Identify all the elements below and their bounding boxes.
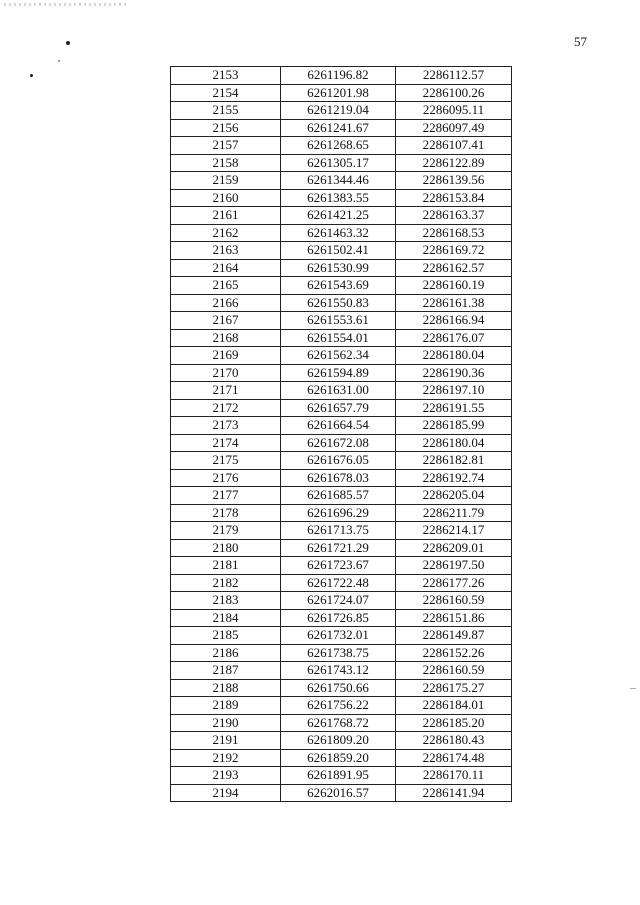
x-coordinate-cell: 6262016.57 xyxy=(281,784,396,802)
point-number-cell: 2163 xyxy=(171,242,281,260)
x-coordinate-cell: 6261196.82 xyxy=(281,67,396,85)
table-row xyxy=(171,399,512,417)
y-coordinate-cell: 2286112.57 xyxy=(396,67,512,85)
x-coordinate-cell: 6261713.75 xyxy=(281,522,396,540)
point-number-cell: 2180 xyxy=(171,539,281,557)
y-coordinate-cell: 2286169.72 xyxy=(396,242,512,260)
x-coordinate-cell: 6261594.89 xyxy=(281,364,396,382)
x-coordinate-cell: 6261738.75 xyxy=(281,644,396,662)
x-coordinate-cell: 6261724.07 xyxy=(281,592,396,610)
x-coordinate-cell: 6261750.66 xyxy=(281,679,396,697)
table-row xyxy=(171,364,512,382)
point-number-cell: 2153 xyxy=(171,67,281,85)
x-coordinate-cell: 6261696.29 xyxy=(281,504,396,522)
y-coordinate-cell: 2286185.20 xyxy=(396,714,512,732)
table-row xyxy=(171,137,512,155)
x-coordinate-cell: 6261383.55 xyxy=(281,189,396,207)
point-number-cell: 2194 xyxy=(171,784,281,802)
scan-artifact xyxy=(4,3,129,6)
table-row xyxy=(171,277,512,295)
x-coordinate-cell: 6261756.22 xyxy=(281,697,396,715)
table-row xyxy=(171,487,512,505)
y-coordinate-cell: 2286170.11 xyxy=(396,767,512,785)
table-row xyxy=(171,242,512,260)
table-row xyxy=(171,154,512,172)
point-number-cell: 2167 xyxy=(171,312,281,330)
point-number-cell: 2158 xyxy=(171,154,281,172)
table-row xyxy=(171,312,512,330)
x-coordinate-cell: 6261554.01 xyxy=(281,329,396,347)
x-coordinate-cell: 6261722.48 xyxy=(281,574,396,592)
point-number-cell: 2156 xyxy=(171,119,281,137)
point-number-cell: 2172 xyxy=(171,399,281,417)
y-coordinate-cell: 2286205.04 xyxy=(396,487,512,505)
y-coordinate-cell: 2286211.79 xyxy=(396,504,512,522)
x-coordinate-cell: 6261550.83 xyxy=(281,294,396,312)
point-number-cell: 2190 xyxy=(171,714,281,732)
y-coordinate-cell: 2286174.48 xyxy=(396,749,512,767)
y-coordinate-cell: 2286100.26 xyxy=(396,84,512,102)
table-row xyxy=(171,119,512,137)
point-number-cell: 2177 xyxy=(171,487,281,505)
point-number-cell: 2188 xyxy=(171,679,281,697)
table-row xyxy=(171,714,512,732)
table-row xyxy=(171,732,512,750)
y-coordinate-cell: 2286209.01 xyxy=(396,539,512,557)
point-number-cell: 2169 xyxy=(171,347,281,365)
scan-artifact xyxy=(58,60,60,62)
point-number-cell: 2187 xyxy=(171,662,281,680)
table-row xyxy=(171,189,512,207)
y-coordinate-cell: 2286180.43 xyxy=(396,732,512,750)
point-number-cell: 2159 xyxy=(171,172,281,190)
table-row xyxy=(171,382,512,400)
x-coordinate-cell: 6261344.46 xyxy=(281,172,396,190)
x-coordinate-cell: 6261723.67 xyxy=(281,557,396,575)
x-coordinate-cell: 6261672.08 xyxy=(281,434,396,452)
point-number-cell: 2181 xyxy=(171,557,281,575)
page-number: 57 xyxy=(574,34,587,49)
point-number-cell: 2179 xyxy=(171,522,281,540)
y-coordinate-cell: 2286152.26 xyxy=(396,644,512,662)
y-coordinate-cell: 2286176.07 xyxy=(396,329,512,347)
bullet-mark xyxy=(30,74,33,77)
x-coordinate-cell: 6261721.29 xyxy=(281,539,396,557)
x-coordinate-cell: 6261676.05 xyxy=(281,452,396,470)
point-number-cell: 2178 xyxy=(171,504,281,522)
x-coordinate-cell: 6261241.67 xyxy=(281,119,396,137)
point-number-cell: 2189 xyxy=(171,697,281,715)
table-row xyxy=(171,67,512,85)
y-coordinate-cell: 2286185.99 xyxy=(396,417,512,435)
point-number-cell: 2160 xyxy=(171,189,281,207)
table-row xyxy=(171,679,512,697)
table-row xyxy=(171,592,512,610)
x-coordinate-cell: 6261657.79 xyxy=(281,399,396,417)
table-row xyxy=(171,662,512,680)
point-number-cell: 2173 xyxy=(171,417,281,435)
x-coordinate-cell: 6261678.03 xyxy=(281,469,396,487)
table-row xyxy=(171,557,512,575)
y-coordinate-cell: 2286214.17 xyxy=(396,522,512,540)
point-number-cell: 2161 xyxy=(171,207,281,225)
x-coordinate-cell: 6261743.12 xyxy=(281,662,396,680)
coordinates-table-body xyxy=(171,67,512,802)
y-coordinate-cell: 2286160.59 xyxy=(396,662,512,680)
y-coordinate-cell: 2286107.41 xyxy=(396,137,512,155)
point-number-cell: 2193 xyxy=(171,767,281,785)
table-row xyxy=(171,84,512,102)
x-coordinate-cell: 6261502.41 xyxy=(281,242,396,260)
y-coordinate-cell: 2286139.56 xyxy=(396,172,512,190)
table-row xyxy=(171,609,512,627)
y-coordinate-cell: 2286166.94 xyxy=(396,312,512,330)
point-number-cell: 2191 xyxy=(171,732,281,750)
table-row xyxy=(171,627,512,645)
point-number-cell: 2182 xyxy=(171,574,281,592)
y-coordinate-cell: 2286180.04 xyxy=(396,347,512,365)
point-number-cell: 2166 xyxy=(171,294,281,312)
table-row xyxy=(171,347,512,365)
point-number-cell: 2184 xyxy=(171,609,281,627)
x-coordinate-cell: 6261562.34 xyxy=(281,347,396,365)
point-number-cell: 2186 xyxy=(171,644,281,662)
point-number-cell: 2176 xyxy=(171,469,281,487)
table-row xyxy=(171,539,512,557)
x-coordinate-cell: 6261891.95 xyxy=(281,767,396,785)
y-coordinate-cell: 2286191.55 xyxy=(396,399,512,417)
table-row xyxy=(171,749,512,767)
point-number-cell: 2155 xyxy=(171,102,281,120)
y-coordinate-cell: 2286161.38 xyxy=(396,294,512,312)
table-row xyxy=(171,767,512,785)
x-coordinate-cell: 6261305.17 xyxy=(281,154,396,172)
point-number-cell: 2154 xyxy=(171,84,281,102)
table-row xyxy=(171,522,512,540)
x-coordinate-cell: 6261463.32 xyxy=(281,224,396,242)
table-row xyxy=(171,172,512,190)
y-coordinate-cell: 2286149.87 xyxy=(396,627,512,645)
table-row xyxy=(171,434,512,452)
x-coordinate-cell: 6261726.85 xyxy=(281,609,396,627)
table-row xyxy=(171,469,512,487)
table-row xyxy=(171,294,512,312)
y-coordinate-cell: 2286151.86 xyxy=(396,609,512,627)
table-row xyxy=(171,102,512,120)
point-number-cell: 2192 xyxy=(171,749,281,767)
table-row xyxy=(171,224,512,242)
table-row xyxy=(171,574,512,592)
table-row xyxy=(171,417,512,435)
point-number-cell: 2162 xyxy=(171,224,281,242)
y-coordinate-cell: 2286175.27 xyxy=(396,679,512,697)
y-coordinate-cell: 2286153.84 xyxy=(396,189,512,207)
y-coordinate-cell: 2286192.74 xyxy=(396,469,512,487)
y-coordinate-cell: 2286182.81 xyxy=(396,452,512,470)
y-coordinate-cell: 2286160.19 xyxy=(396,277,512,295)
x-coordinate-cell: 6261732.01 xyxy=(281,627,396,645)
table-row xyxy=(171,504,512,522)
table-row xyxy=(171,697,512,715)
point-number-cell: 2174 xyxy=(171,434,281,452)
point-number-cell: 2164 xyxy=(171,259,281,277)
table-row xyxy=(171,452,512,470)
y-coordinate-cell: 2286162.57 xyxy=(396,259,512,277)
point-number-cell: 2165 xyxy=(171,277,281,295)
y-coordinate-cell: 2286163.37 xyxy=(396,207,512,225)
y-coordinate-cell: 2286197.10 xyxy=(396,382,512,400)
scan-artifact xyxy=(630,688,636,689)
x-coordinate-cell: 6261768.72 xyxy=(281,714,396,732)
x-coordinate-cell: 6261543.69 xyxy=(281,277,396,295)
table-row xyxy=(171,329,512,347)
point-number-cell: 2168 xyxy=(171,329,281,347)
table-row xyxy=(171,207,512,225)
y-coordinate-cell: 2286177.26 xyxy=(396,574,512,592)
point-number-cell: 2171 xyxy=(171,382,281,400)
x-coordinate-cell: 6261553.61 xyxy=(281,312,396,330)
y-coordinate-cell: 2286190.36 xyxy=(396,364,512,382)
x-coordinate-cell: 6261664.54 xyxy=(281,417,396,435)
point-number-cell: 2175 xyxy=(171,452,281,470)
bullet-mark xyxy=(66,41,70,45)
y-coordinate-cell: 2286122.89 xyxy=(396,154,512,172)
table-row xyxy=(171,784,512,802)
x-coordinate-cell: 6261219.04 xyxy=(281,102,396,120)
x-coordinate-cell: 6261268.65 xyxy=(281,137,396,155)
y-coordinate-cell: 2286097.49 xyxy=(396,119,512,137)
y-coordinate-cell: 2286160.59 xyxy=(396,592,512,610)
point-number-cell: 2157 xyxy=(171,137,281,155)
point-number-cell: 2185 xyxy=(171,627,281,645)
point-number-cell: 2170 xyxy=(171,364,281,382)
y-coordinate-cell: 2286095.11 xyxy=(396,102,512,120)
point-number-cell: 2183 xyxy=(171,592,281,610)
y-coordinate-cell: 2286184.01 xyxy=(396,697,512,715)
table-row xyxy=(171,259,512,277)
x-coordinate-cell: 6261809.20 xyxy=(281,732,396,750)
coordinates-table xyxy=(170,66,512,802)
y-coordinate-cell: 2286197.50 xyxy=(396,557,512,575)
x-coordinate-cell: 6261530.99 xyxy=(281,259,396,277)
y-coordinate-cell: 2286141.94 xyxy=(396,784,512,802)
y-coordinate-cell: 2286168.53 xyxy=(396,224,512,242)
x-coordinate-cell: 6261685.57 xyxy=(281,487,396,505)
x-coordinate-cell: 6261421.25 xyxy=(281,207,396,225)
x-coordinate-cell: 6261631.00 xyxy=(281,382,396,400)
x-coordinate-cell: 6261859.20 xyxy=(281,749,396,767)
table-row xyxy=(171,644,512,662)
y-coordinate-cell: 2286180.04 xyxy=(396,434,512,452)
x-coordinate-cell: 6261201.98 xyxy=(281,84,396,102)
